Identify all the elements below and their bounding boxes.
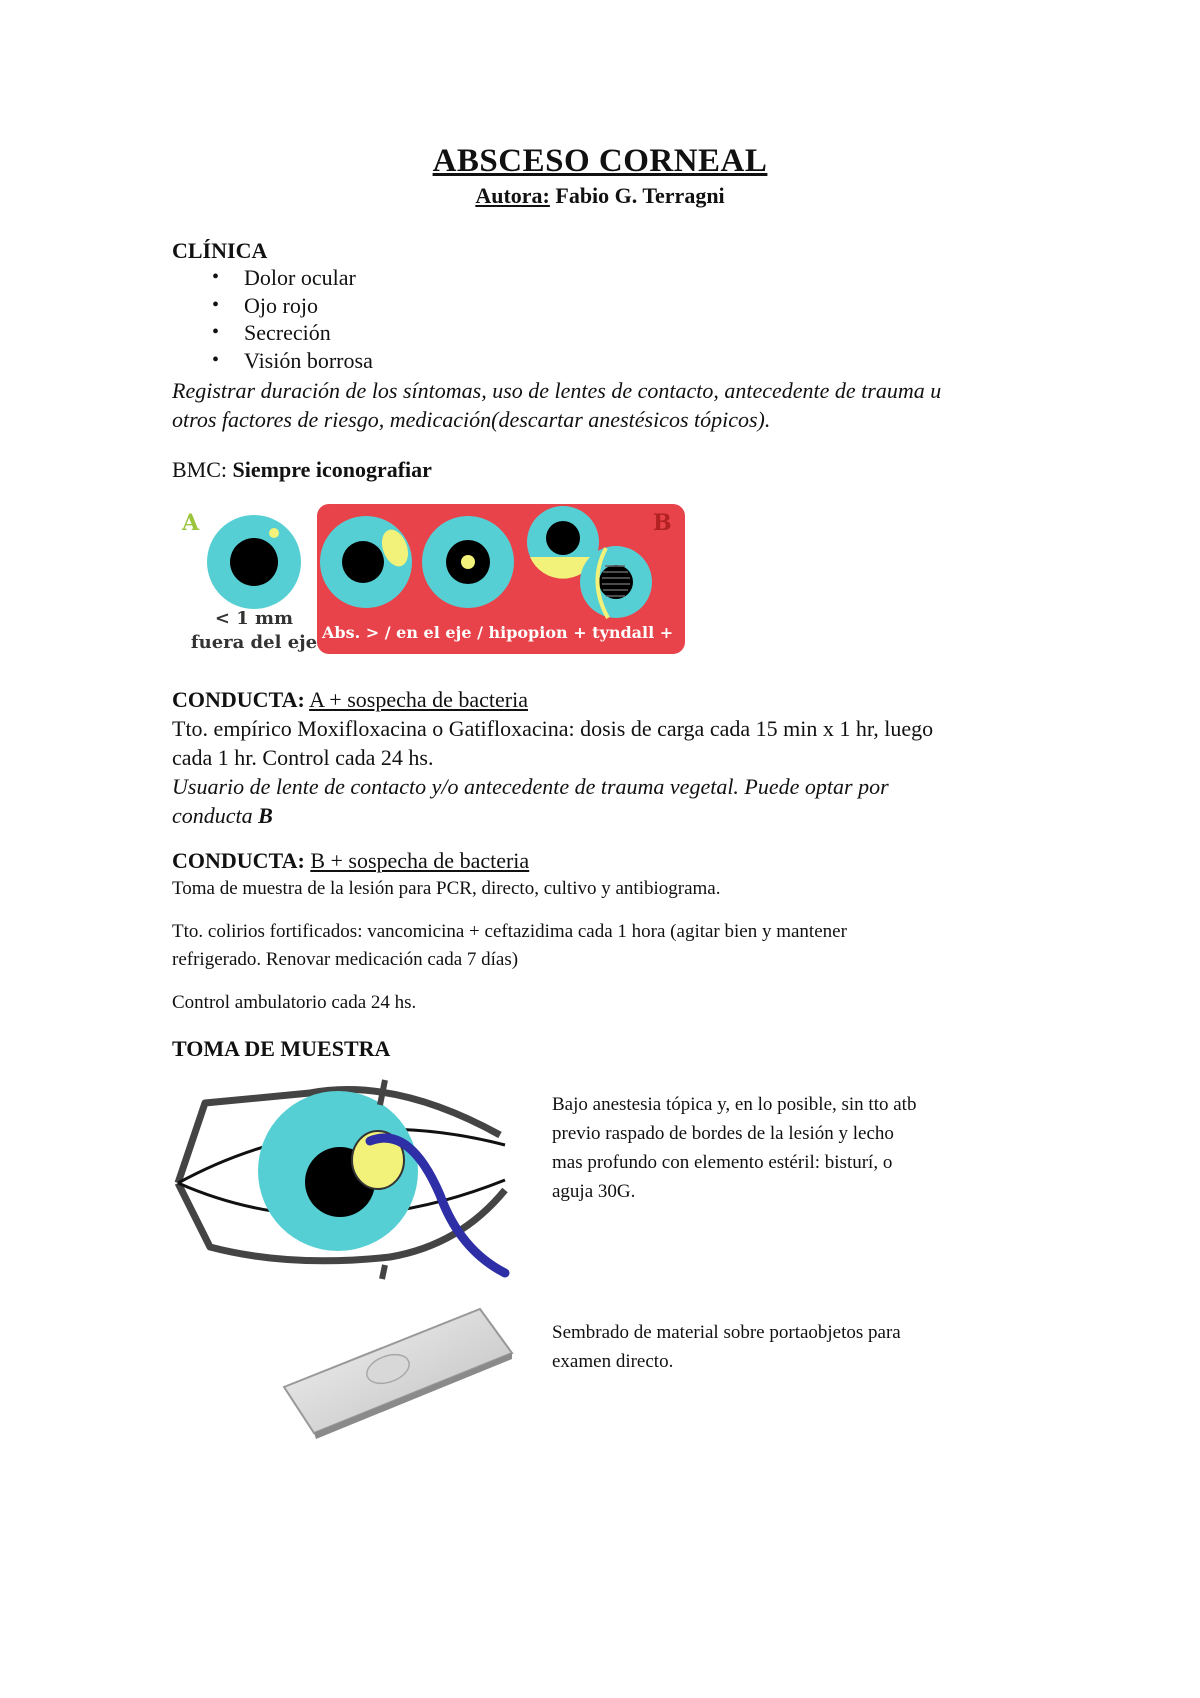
bmc-label: BMC: (172, 457, 233, 482)
toma-text-2-line: Sembrado de material sobre portaobjetos para (552, 1322, 901, 1343)
conducta-a-text (172, 714, 1072, 772)
toma-text-2 (552, 1318, 1052, 1376)
conducta-a-heading-line (172, 685, 528, 714)
pupil-b1-icon (342, 541, 384, 583)
toma-text-1-line: Bajo anestesia tópica y, en lo posible, sin tto atb (552, 1094, 917, 1115)
clinica-symptom-list (172, 264, 373, 374)
author-label: Autora: (475, 183, 550, 208)
pupil-b4-icon (599, 565, 633, 599)
list-item: • Ojo rojo (212, 292, 318, 318)
conducta-b-treatment (172, 918, 1072, 974)
conducta-b-heading: CONDUCTA: (172, 848, 305, 873)
abscess-a-icon (269, 528, 279, 538)
conducta-b-subtitle: B + sospecha de bacteria (310, 848, 530, 873)
conducta-b-line-2: Tto. colirios fortificados: vancomicina + ceftazidima cada 1 hora (agitar bien y mantener (172, 921, 847, 942)
figure-label-a: A (182, 510, 200, 536)
toma-text-2-line: examen directo. (552, 1351, 674, 1372)
figure-label-b: B (653, 510, 672, 536)
abscess-classification-figure (170, 500, 690, 660)
conducta-b-heading-line (172, 846, 529, 875)
clinica-heading: CLÍNICA (172, 238, 268, 263)
conducta-b-line-4: Control ambulatorio cada 24 hs. (172, 992, 417, 1013)
bmc-line (172, 455, 432, 484)
toma-text-1 (552, 1090, 1052, 1206)
abscess-b2-icon (461, 555, 475, 569)
list-item: • Secreción (212, 320, 331, 345)
clinica-note (172, 376, 1052, 434)
author-name: Fabio G. Terragni (549, 183, 725, 208)
pupil-a-icon (230, 538, 278, 586)
toma-text-1-line: previo raspado de bordes de la lesión y lecho (552, 1123, 894, 1144)
list-item: • Visión borrosa (212, 347, 373, 373)
caption-b: Abs. > / en el eje / hipopion + tyndall + (322, 623, 674, 642)
conducta-a-note (172, 772, 1072, 830)
clinica-note-line-1: Registrar duración de los síntomas, uso de lentes de contacto, antecedente de trauma u (172, 378, 942, 403)
pupil-b3-icon (546, 521, 580, 555)
author-line (0, 183, 1200, 209)
conducta-a-note-line-1: Usuario de lente de contacto y/o antecedente de trauma vegetal. Puede optar por (172, 774, 889, 799)
conducta-a-heading: CONDUCTA: (172, 687, 305, 712)
list-item: • Dolor ocular (212, 265, 356, 290)
clinica-note-line-2: otros factores de riesgo, medicación(descartar anestésicos tópicos). (172, 407, 771, 432)
conducta-a-subtitle: A + sospecha de bacteria (309, 687, 528, 712)
conducta-a-line-1: Tto. empírico Moxifloxacina o Gatifloxacina: dosis de carga cada 15 min x 1 hr, luego (172, 716, 934, 741)
eye-scraping-illustration (170, 1065, 530, 1280)
microscope-slide-illustration (280, 1305, 520, 1450)
bmc-instruction: Siempre iconografiar (232, 457, 432, 482)
caption-a-line2: fuera del eje (190, 632, 318, 653)
conducta-b-line-3: refrigerado. Renovar medicación cada 7 días) (172, 949, 519, 970)
toma-text-1-line: aguja 30G. (552, 1181, 636, 1202)
conducta-b-line-1: Toma de muestra de la lesión para PCR, directo, cultivo y antibiograma. (172, 878, 721, 899)
eyelid-corner-bottom-icon (382, 1265, 385, 1279)
caption-a-line1: < 1 mm (214, 608, 294, 629)
eyelid-corner-top-icon (380, 1080, 385, 1105)
toma-text-1-line: mas profundo con elemento estéril: bisturí, o (552, 1152, 893, 1173)
conducta-a-line-2: cada 1 hr. Control cada 24 hs. (172, 745, 434, 770)
page-title: ABSCESO CORNEAL (432, 143, 768, 179)
conducta-a-note-line-2: conducta B (172, 803, 273, 828)
toma-heading: TOMA DE MUESTRA (172, 1036, 391, 1061)
